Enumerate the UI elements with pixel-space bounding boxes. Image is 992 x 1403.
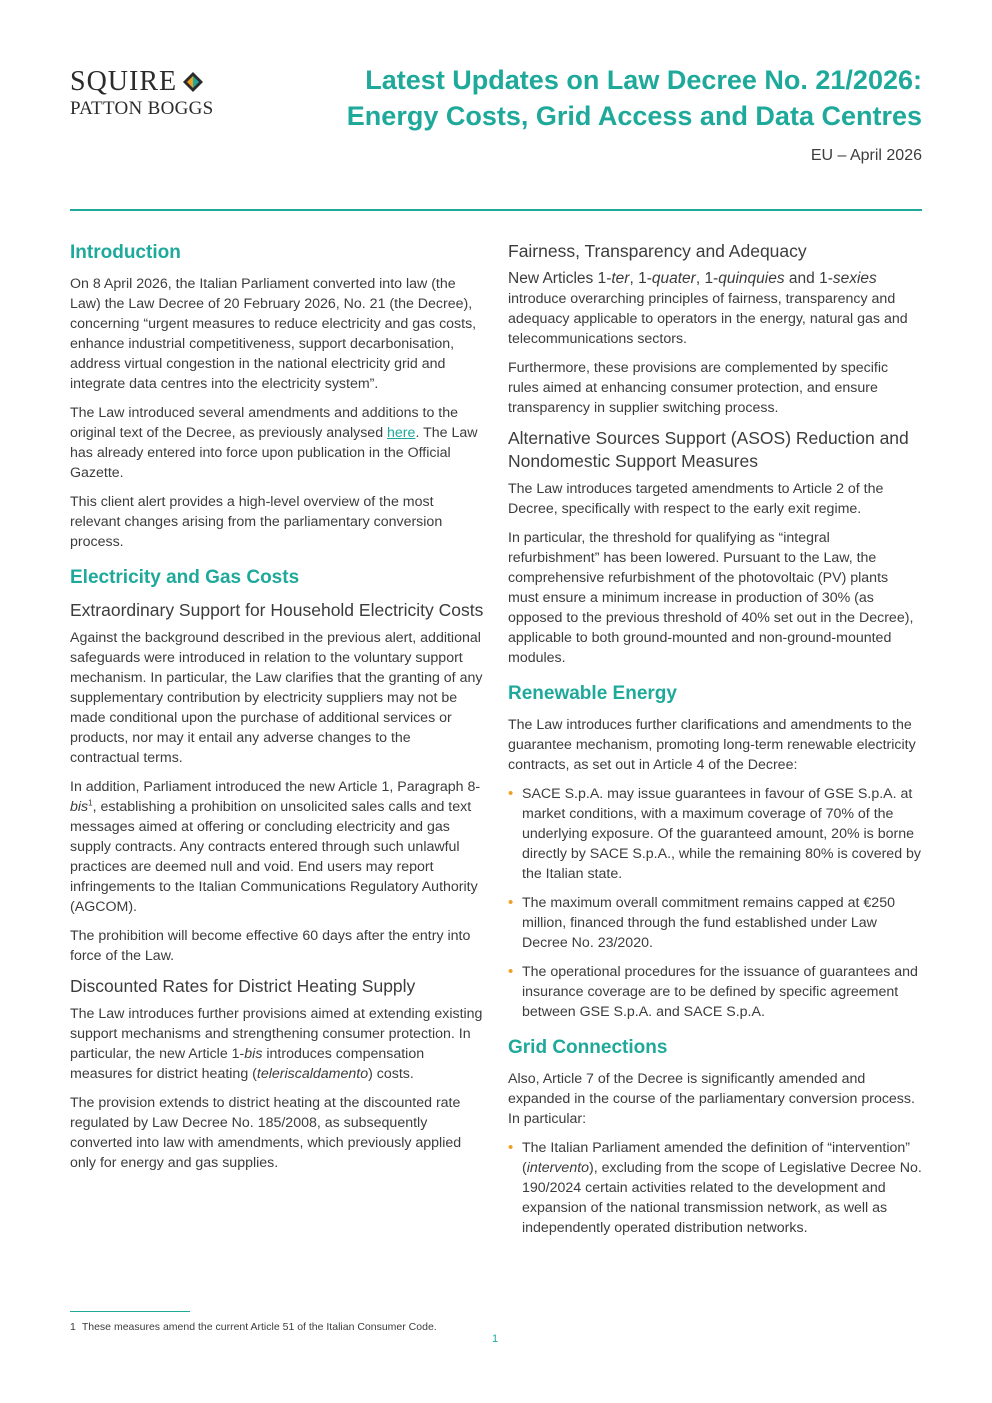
here-link[interactable]: here (387, 425, 416, 441)
title-line-2: Energy Costs, Grid Access and Data Centres (346, 101, 922, 131)
list-item (508, 1138, 922, 1238)
asos-paragraph-1: The Law introduces targeted amendments to Article 2 of the Decree, specifically with respect to the early exit regime. (508, 481, 884, 517)
intro-paragraph-1: On 8 April 2026, the Italian Parliament converted into law (the Law) the Law Decree of 20 February 2026, No. 21 (the Decree), concerning “urgent measures to reduce electricity and gas costs, enhance industrial competitiveness, support decarbonisation, address virtual congestion in the national electricity grid and integrate data centres into the electricity system”. (70, 276, 477, 392)
header-divider (70, 209, 922, 211)
fairness-paragraph-2: Furthermore, these provisions are complemented by specific rules aimed at enhancing consumer protection, and ensure transparency in supplier switching process. (508, 360, 889, 416)
fairness-p1-i2: quater (651, 270, 696, 287)
intro-paragraph-3: This client alert provides a high-level overview of the most relevant changes arising from the parliamentary conversion process. (70, 494, 443, 550)
logo-line-1 (70, 68, 245, 96)
district-p1-italic-1: bis (244, 1046, 263, 1062)
logo-word-squire: SQUIRE (70, 66, 178, 97)
title-line-1: Latest Updates on Law Decree No. 21/2026: (365, 65, 922, 95)
page-title (347, 62, 922, 134)
intro-p2-text-a: The Law introduced several amendments and additions to the original text of the Decree, as previously analysed (70, 405, 459, 441)
fairness-p1-i3: quinquies (718, 270, 785, 287)
renewable-bullet-list (508, 784, 922, 1022)
fairness-p1-c: , 1- (695, 270, 719, 287)
left-column (70, 240, 484, 1182)
introduction-heading: Introduction (70, 242, 181, 263)
footnote-divider (70, 1311, 190, 1312)
district-p1-text-a: The Law introduces further provisions aimed at extending existing support mechanisms and strengthening consumer protection. In particular, the new Article 1- (70, 1006, 483, 1062)
intro-paragraph-2 (70, 403, 484, 483)
grid-b1-text-b: ), excluding from the scope of Legislative Decree No. 190/2024 certain activities related to the development and expansion of the national transmission network, as well as independently operated distribution networks. (522, 1160, 922, 1236)
grid-b1-text-a: The Italian Parliament amended the definition of “intervention” ( (522, 1140, 911, 1176)
list-item: • The operational procedures for the issuance of guarantees and insurance coverage are to be defined by specific agreement between GSE S.p.A. and SACE S.p.A. (508, 962, 922, 1022)
asos-subheading: Alternative Sources Support (ASOS) Reduction and Nondomestic Support Measures (508, 428, 909, 471)
fairness-p1-i4: sexies (832, 270, 877, 287)
list-item: • The maximum overall commitment remains capped at €250 million, financed through the fund established under Law Decree No. 23/2020. (508, 893, 922, 953)
household-paragraph-1: Against the background described in the previous alert, additional safeguards were introduced in relation to the voluntary support mechanism. In particular, the Law clarifies that the granting of any supplementary contribution by electricity suppliers may not be made conditional upon the purchase of additional services or products, nor may it entail any adverse changes to the contractual terms. (70, 630, 483, 766)
footnote-ref-1[interactable]: 1 (88, 798, 93, 808)
region-date: EU – April 2026 (810, 147, 922, 164)
fairness-p1-a: New Articles 1- (508, 270, 612, 287)
renewable-energy-heading: Renewable Energy (508, 683, 677, 704)
household-p2-text-b: , establishing a prohibition on unsolicited sales calls and text messages aimed at offering or concluding electricity and gas supply contracts. Any contracts entered through such unlawful practices are deemed null and void. End users may report infringements to the Italian Communications Regulatory Authority (AGCOM). (70, 799, 478, 915)
electricity-gas-costs-heading: Electricity and Gas Costs (70, 567, 300, 588)
household-p2-text-a: In addition, Parliament introduced the new Article 1, Paragraph 8- (70, 779, 481, 795)
grid-paragraph-1: Also, Article 7 of the Decree is significantly amended and expanded in the course of the parliamentary conversion process. In particular: (508, 1071, 915, 1127)
district-paragraph-2: The provision extends to district heating at the discounted rate regulated by Law Decree No. 185/2008, as subsequently converted into law with amendments, which previously applied only for energy and gas supplies. (70, 1095, 462, 1171)
footnote-text: These measures amend the current Article 51 of the Italian Consumer Code. (81, 1321, 437, 1333)
footnote-number: 1 (70, 1321, 76, 1333)
page-number: 1 (492, 1333, 499, 1345)
fairness-p1-d: and 1- (784, 270, 833, 287)
district-p1-text-c: ) costs. (368, 1066, 414, 1082)
renewable-paragraph-1: The Law introduces further clarifications and amendments to the guarantee mechanism, promoting long-term renewable electricity contracts, as set out in Article 4 of the Decree: (508, 717, 916, 773)
district-heating-subheading: Discounted Rates for District Heating Supply (70, 976, 416, 996)
household-paragraph-2 (70, 777, 484, 917)
footnote (70, 1321, 437, 1333)
asos-paragraph-2: In particular, the threshold for qualifying as “integral refurbishment” has been lowered. Pursuant to the Law, the comprehensive refurbishment of the photovoltaic (PV) plants must ensure a minimum increase in production of 30% (as opposed to the previous threshold of 40% set out in the Decree), applicable to both ground-mounted and non-ground-mounted modules. (508, 530, 914, 666)
household-p2-italic: bis (70, 799, 89, 815)
district-p1-text-b: introduces compensation measures for district heating ( (70, 1046, 425, 1082)
grid-connections-heading: Grid Connections (508, 1037, 668, 1058)
fairness-p1-e: introduce overarching principles of fairness, transparency and adequacy applicable to operators in the energy, natural gas and telecommunications sectors. (508, 291, 908, 347)
logo-emblem-icon (181, 70, 205, 94)
household-support-subheading: Extraordinary Support for Household Electricity Costs (70, 600, 484, 620)
logo-line-2: PATTON BOGGS (70, 98, 214, 119)
household-paragraph-3: The prohibition will become effective 60 days after the entry into force of the Law. (70, 928, 471, 964)
district-p1-italic-2: teleriscaldamento (256, 1066, 369, 1082)
list-item: • SACE S.p.A. may issue guarantees in favour of GSE S.p.A. at market conditions, with a maximum coverage of 70% of the underlying exposure. Of the guaranteed amount, 20% is borne directly by SACE S.p.A., while the remaining 80% is covered by the Italian state. (508, 784, 922, 884)
grid-b1-italic: intervento (526, 1160, 590, 1176)
fairness-subheading: Fairness, Transparency and Adequacy (508, 241, 807, 261)
grid-bullet-list (508, 1138, 922, 1238)
right-column (508, 240, 922, 1247)
fairness-paragraph-1 (508, 269, 922, 349)
district-paragraph-1 (70, 1004, 484, 1084)
intro-p2-text-b: . The Law has already entered into force upon publication in the Official Gazette. (70, 425, 478, 481)
fairness-p1-i1: ter (611, 270, 630, 287)
fairness-p1-b: , 1- (629, 270, 652, 287)
squire-patton-boggs-logo (70, 68, 245, 120)
